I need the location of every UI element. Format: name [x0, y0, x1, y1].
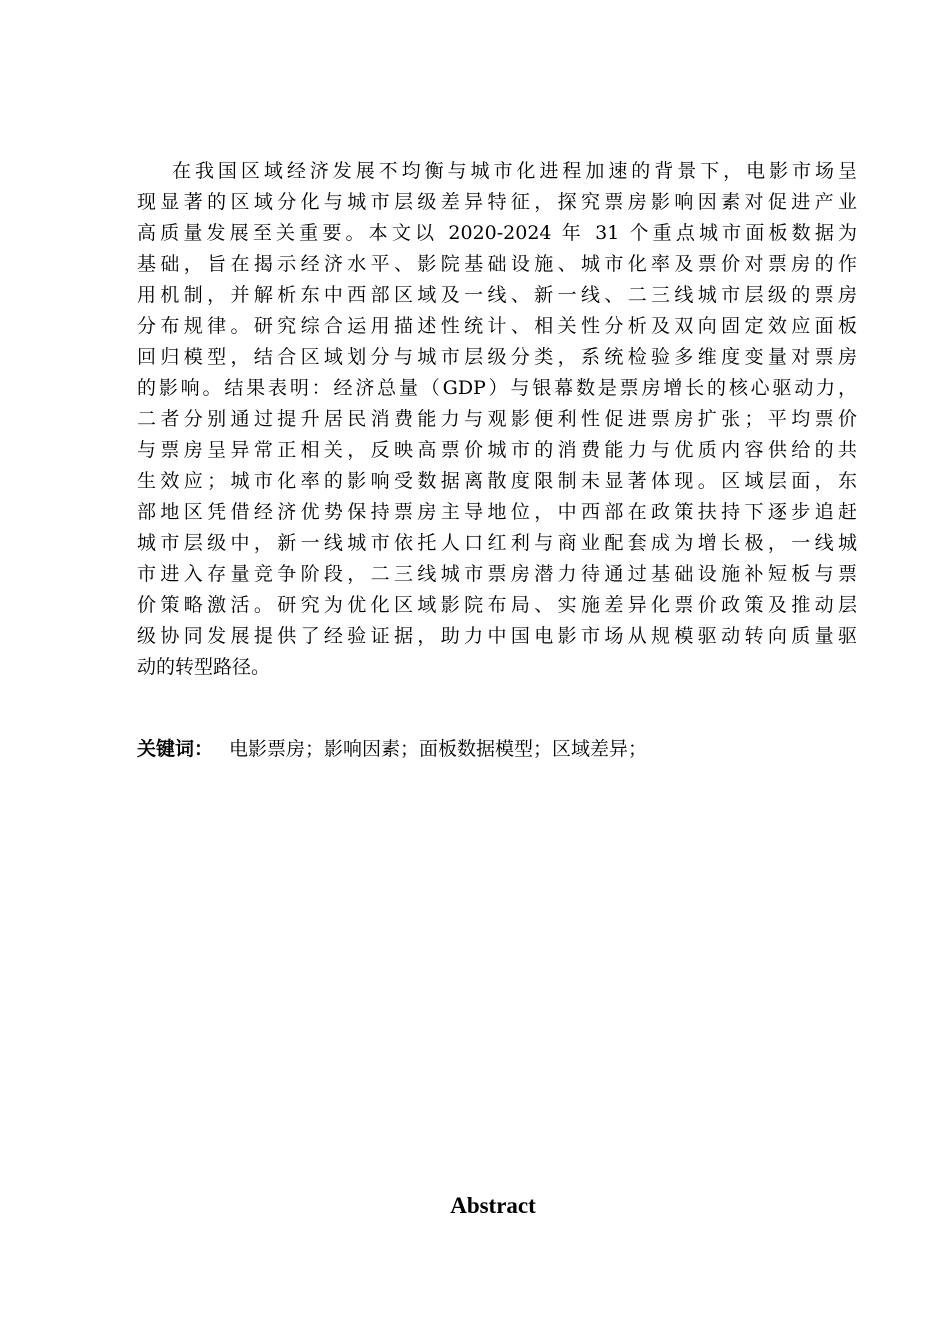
abstract-line: 现显著的区域分化与城市层级差异特征，探究票房影响因素对促进产业: [137, 191, 857, 213]
keywords-paragraph: [137, 734, 647, 765]
abstract-line: 的影响。结果表明：经济总量（GDP）与银幕数是票房增长的核心驱动力，: [137, 377, 857, 399]
abstract-line: 基础，旨在揭示经济水平、影院基础设施、城市化率及票价对票房的作: [137, 253, 857, 275]
abstract-line: 二者分别通过提升居民消费能力与观影便利性促进票房扩张；平均票价: [137, 408, 857, 430]
abstract-line: 级协同发展提供了经验证据，助力中国电影市场从规模驱动转向质量驱: [137, 625, 857, 647]
abstract-line: 高质量发展至关重要。本文以 2020-2024 年 31 个重点城市面板数据为: [137, 222, 857, 244]
chinese-abstract-body: [137, 156, 857, 683]
abstract-line: 生效应；城市化率的影响受数据离散度限制未显著体现。区域层面，东: [137, 470, 857, 492]
keywords-values: 电影票房；影响因素；面板数据模型；区域差异；: [229, 738, 648, 760]
abstract-line: 在我国区域经济发展不均衡与城市化进程加速的背景下，电影市场呈: [172, 160, 857, 182]
abstract-line: 回归模型，结合区域划分与城市层级分类，系统检验多维度变量对票房: [137, 346, 857, 368]
abstract-line: 城市层级中，新一线城市依托人口红利与商业配套成为增长极，一线城: [137, 532, 857, 554]
keywords-label: 关键词：: [137, 738, 214, 760]
abstract-line: 与票房呈异常正相关，反映高票价城市的消费能力与优质内容供给的共: [137, 439, 857, 461]
abstract-line: 动的转型路径。: [137, 656, 271, 678]
english-abstract-heading: Abstract: [450, 1193, 536, 1218]
abstract-line: 市进入存量竞争阶段，二三线城市票房潜力待通过基础设施补短板与票: [137, 563, 857, 585]
abstract-line: 部地区凭借经济优势保持票房主导地位，中西部在政策扶持下逐步追赶: [137, 501, 857, 523]
abstract-line: 分布规律。研究综合运用描述性统计、相关性分析及双向固定效应面板: [137, 315, 857, 337]
abstract-line: 价策略激活。研究为优化区域影院布局、实施差异化票价政策及推动层: [137, 594, 857, 616]
abstract-line: 用机制，并解析东中西部区域及一线、新一线、二三线城市层级的票房: [137, 284, 857, 306]
